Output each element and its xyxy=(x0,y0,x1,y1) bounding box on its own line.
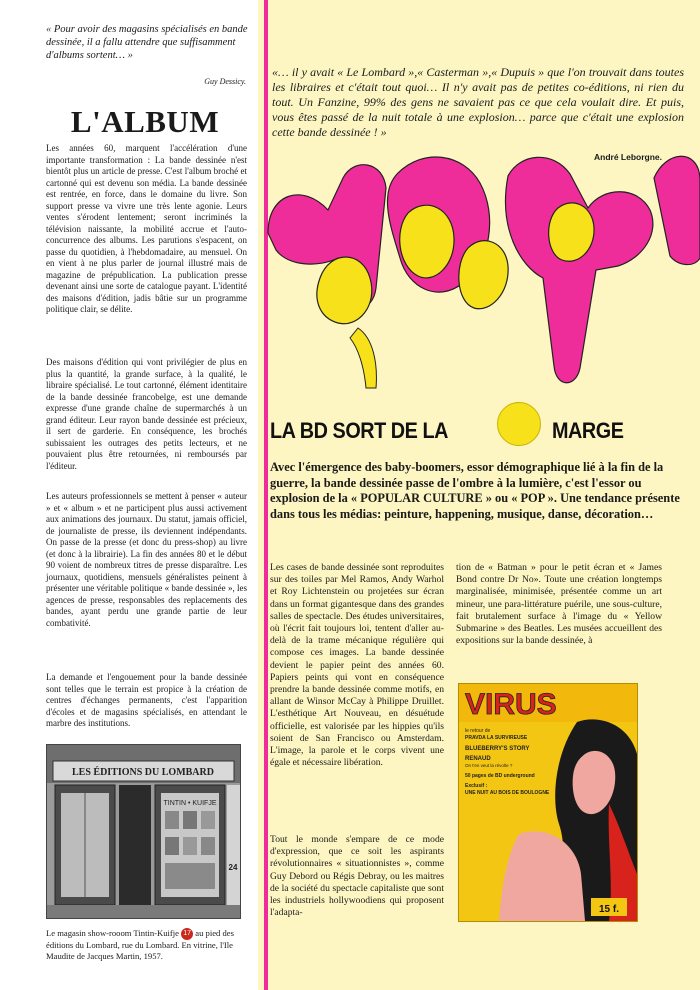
pop-art-word: POP xyxy=(464,406,482,415)
left-quote-author: Guy Dessicy. xyxy=(204,77,246,86)
right-quote-author: André Leborgne. xyxy=(593,152,662,162)
magazine-line-2: PRAVDA LA SURVIREUSE xyxy=(465,735,528,741)
column-one-paragraph-1: Les cases de bande dessinée sont reproduites sur des toiles par Mel Ramos, Andy Warhol et Roy Lichtenstein ou projetées sur écran dans un format gigantesque dans des grandes salles de spectacle. Des études universitaires, où l'écrit fait toujours loi, tentent d'aller au-delà de la trame mécanique régulière qui compose ces images. La bande dessinée devient le papier peint des années 60. Papiers peints qui vont en conséquence prendre la bande dessinée comme motifs, en allant de Winsor McCay à Philippe Druillet. L'esthétique Art Nouveau, en désuétude officielle, est valorisée par les hippies qu'ils soient de San Francisco ou Amsterdam. L'image, la parole et le corps vivent une égale et nécessaire libération. xyxy=(270,562,444,769)
caption-text-start: Le magasin show-rooom Tintin-Kuifje xyxy=(46,928,179,938)
magazine-line-7: Exclusif : xyxy=(465,783,488,789)
caption-number-badge: 17 xyxy=(181,928,193,940)
left-paragraph-1: Les années 60, marquent l'accélération d'une importante transformation : La bande dessinée n'est bientôt plus un article de presse. C'est l'album broché et cartonné qui est devenu son média. La bande dessinée est rentrée, en force, dans le domaine du livre. Son support presse va vivre une très lente agonie. Leurs ventes s'érodent lentement; seront incriminés la télévision naissante, la mobilité accrue et l'auto-concurrence des albums. Les parutions s'espacent, on passe du quotidien, à l'hebdomadaire, au mensuel. On en vient à ne plus parler de journal illustré mais de magazine de prépublication. La publication presse devenant ainsi une sorte de catalogue payant. L'identité des maisons d'édition, jadis bâtie sur un programme politique clair, se délite. xyxy=(46,143,247,314)
section-heading xyxy=(270,418,690,454)
magazine-line-1: le retour de xyxy=(465,728,491,734)
left-quote: « Pour avoir des magasins spécialisés en bande dessinée, il a fallu attendre que suffisamment d'albums sortent… » xyxy=(46,24,248,61)
virus-magazine-cover xyxy=(458,683,638,922)
left-paragraph-4: La demande et l'engouement pour la bande dessinée sont telles que le terrain est propice à la création de centres d'échanges permanents, c'est l'apparition d'écoles et de magasins spécialisés, en attendant le marbre des institutions. xyxy=(46,672,247,728)
pop-art-illustration xyxy=(258,138,700,418)
magazine-line-6: 50 pages de BD underground xyxy=(465,773,535,779)
magazine-line-4: RENAUD xyxy=(465,756,491,762)
magazine-line-5: On t'en veut la révolte ? xyxy=(465,763,513,768)
magazine-price: 15 f. xyxy=(598,904,620,915)
column-two-paragraph-1: tion de « Batman » pour le petit écran et « James Bond contre Dr No». Toute une création longtemps marginalisée, minimisée, présentée comme un art mineur, une para-littérature puérile, une sous-culture, fait brutalement surface à l'image du « Yellow Submarine » des Beatles. Les musées accueillent des expositions sur la bande dessinée, à xyxy=(456,562,662,647)
photo-window-text: TINTIN • KUIFJE xyxy=(163,800,217,807)
storefront-photo xyxy=(46,744,241,919)
magazine-line-8: UNE NUIT AU BOIS DE BOULOGNE xyxy=(465,790,550,796)
photo-sign-text: LES ÉDITIONS DU LOMBARD xyxy=(72,767,214,778)
magazine-line-3: BLUEBERRY'S STORY xyxy=(465,746,530,752)
intro-paragraph: Avec l'émergence des baby-boomers, essor démographique lié à la fin de la guerre, la bande dessinée passe de l'ombre à la lumière, c'est l'essor ou explosion de la « POPULAR CULTURE » ou « POP ». Une tendance présente dans tous les médias: peinture, happening, musique, danse, décoration… xyxy=(270,460,680,521)
caption-text-end: au pied des éditions du Lombard, rue du Lombard. En vitrine, l'Ile Maudite de Jacques Martin, 1957. xyxy=(46,928,234,962)
photo-door-number: 24 xyxy=(228,863,238,872)
left-paragraph-2: Des maisons d'édition qui vont privilégier de plus en plus la quantité, la grande surface, à la qualité, le libraire spécialisé. Le tout cartonné, élément identitaire de la bande dessinée francobelge, est une demande expresse d'une grande chaîne de supermarchés à un grand éditeur. Leur rayon bande dessinée est précieux, il sert de garderie. En conséquence, les brochés subissaient les outrages des petits lecteurs, et ne pouvaient plus être retournées, ni remboursés par l'éditeur. xyxy=(46,357,247,471)
section-heading-right: MARGE xyxy=(552,418,624,443)
section-heading-left: LA BD SORT DE LA xyxy=(270,418,448,443)
album-title: L'ALBUM xyxy=(70,104,220,139)
magazine-title: VIRUS xyxy=(465,688,557,721)
photo-caption xyxy=(46,928,246,962)
column-one-paragraph-2: Tout le monde s'empare de ce mode d'expression, que ce soit les aspirants révolutionnaires « situationnistes », comme Guy Debord ou Régis Debray, ou les maitres de la société du spectacle capitaliste que sont les industriels hollywoodiens qui proposent l'adapta- xyxy=(270,834,444,919)
left-paragraph-3: Les auteurs professionnels se mettent à penser « auteur » et « album » et ne participent plus aussi activement aux animations des journaux. Du statut, jamais officiel, de journaliste de presse, ils deviennent indépendants. On passe de la presse (et donc du press-shop) au livre (et donc à la librairie). La fin des années 80 et le début 90 voient de nombreux titres de presse disparaître. Les journaux, quotidiens, mensuels généralistes peinent à présenter une véritable politique « bande dessinée », les agences de presse, responsables des replacements des bandes, ayant perdu une grande partie de leur combativité. xyxy=(46,491,247,628)
right-quote: «… il y avait « Le Lombard »,« Casterman »,« Dupuis » que l'on trouvait dans toutes les libraires et c'était tout quoi… Il n'y avait pas de petites co-éditions, ni rien du tout. Un Fanzine, 99% des gens ne savaient pas ce que cela voulait dire. Et puis, vous êtes passé de la nuit totale à une explosion… parce que c'était une explosion cette bande dessinée ! » xyxy=(272,65,684,139)
